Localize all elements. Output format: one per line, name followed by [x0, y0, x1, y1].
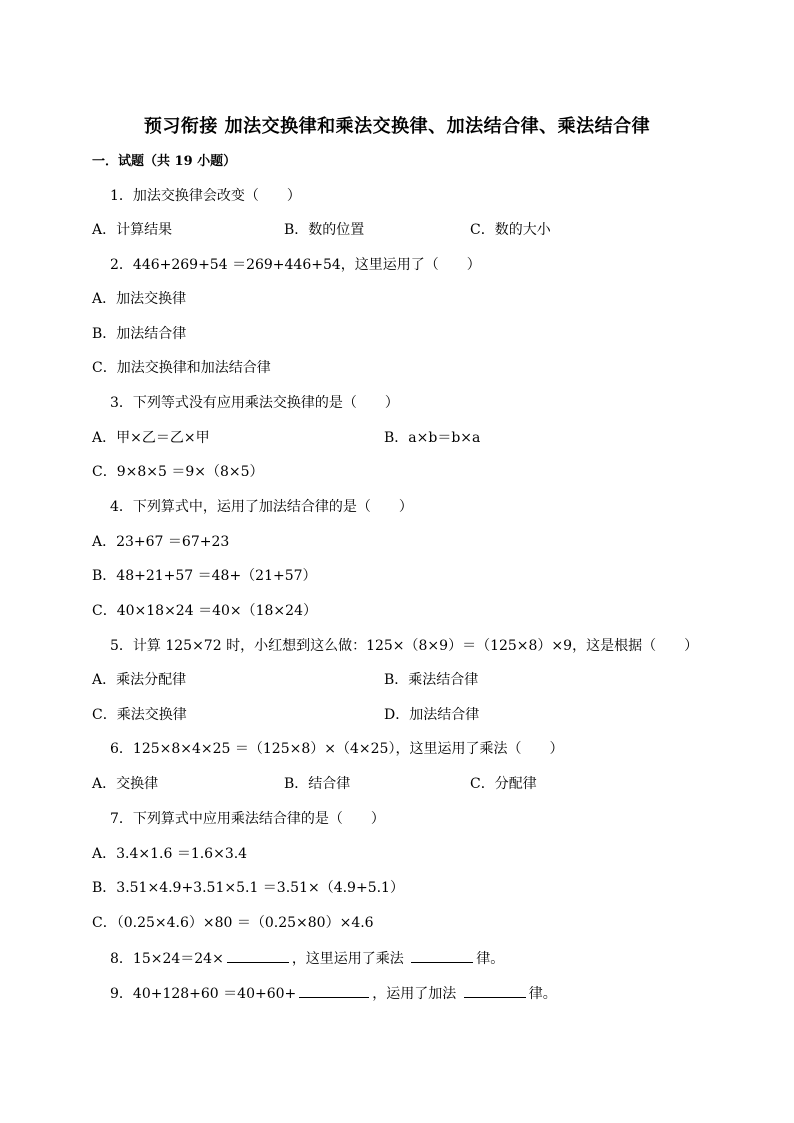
q2-option-c[interactable]: C．加法交换律和加法结合律: [92, 360, 271, 376]
question-5-stem: 5．计算 125×72 时，小红想到这么做：125×（8×9）＝（125×8）×9，这是根据（ ）: [110, 638, 699, 654]
q9-blank-1[interactable]: [299, 983, 369, 998]
q9-blank-2[interactable]: [464, 983, 526, 998]
q7-option-a[interactable]: A．3.4×1.6 ＝1.6×3.4: [92, 846, 248, 862]
q1-option-a[interactable]: A．计算结果: [92, 222, 173, 238]
question-6-stem: 6．125×8×4×25 ＝（125×8）×（4×25），这里运用了乘法（ ）: [110, 741, 564, 757]
q5-option-d[interactable]: D．加法结合律: [384, 707, 480, 723]
q9-text-1: 9．40+128+60 ＝40+60+: [110, 986, 297, 1002]
q4-option-b[interactable]: B．48+21+57 ＝48+（21+57）: [92, 568, 317, 584]
q6-option-c[interactable]: C．分配律: [470, 776, 537, 792]
q8-text-2: ，这里运用了乘法: [291, 951, 409, 967]
q6-option-b[interactable]: B．结合律: [284, 776, 351, 792]
q2-option-a[interactable]: A．加法交换律: [92, 291, 187, 307]
q9-text-2: ，运用了加法: [372, 986, 461, 1002]
q8-blank-2[interactable]: [411, 948, 473, 963]
q7-option-c[interactable]: C．（0.25×4.6）×80 ＝（0.25×80）×4.6: [92, 915, 374, 931]
q8-text-3: 律。: [476, 951, 505, 967]
question-1-stem: 1．加法交换律会改变（ ）: [110, 188, 301, 204]
question-4-stem: 4．下列算式中，运用了加法结合律的是（ ）: [110, 499, 413, 515]
question-8-stem: [110, 948, 504, 969]
q2-option-b[interactable]: B．加法结合律: [92, 326, 187, 342]
q3-option-a[interactable]: A．甲×乙＝乙×甲: [92, 430, 210, 446]
section-heading: 一．试题（共 19 小题）: [92, 154, 237, 169]
document-title: 预习衔接 加法交换律和乘法交换律、加法结合律、乘法结合律: [143, 116, 651, 137]
q4-option-a[interactable]: A．23+67 ＝67+23: [92, 534, 230, 550]
q8-blank-1[interactable]: [227, 948, 289, 963]
question-2-stem: 2．446+269+54 ＝269+446+54，这里运用了（ ）: [110, 257, 481, 273]
q7-option-b[interactable]: B．3.51×4.9+3.51×5.1 ＝3.51×（4.9+5.1）: [92, 880, 404, 896]
q4-option-c[interactable]: C．40×18×24 ＝40×（18×24）: [92, 603, 317, 619]
q3-option-c[interactable]: C．9×8×5 ＝9×（8×5）: [92, 464, 264, 480]
q9-text-3: 律。: [528, 986, 557, 1002]
q6-option-a[interactable]: A．交换律: [92, 776, 159, 792]
question-9-stem: [110, 983, 557, 1004]
question-7-stem: 7．下列算式中应用乘法结合律的是（ ）: [110, 811, 385, 827]
q8-text-1: 8．15×24＝24×: [110, 951, 224, 967]
q5-option-a[interactable]: A．乘法分配律: [92, 672, 187, 688]
q1-option-c[interactable]: C．数的大小: [470, 222, 551, 238]
q5-option-c[interactable]: C．乘法交换律: [92, 707, 187, 723]
question-3-stem: 3．下列等式没有应用乘法交换律的是（ ）: [110, 395, 399, 411]
q5-option-b[interactable]: B．乘法结合律: [384, 672, 479, 688]
q3-option-b[interactable]: B．a×b＝b×a: [384, 430, 481, 446]
q1-option-b[interactable]: B．数的位置: [284, 222, 365, 238]
